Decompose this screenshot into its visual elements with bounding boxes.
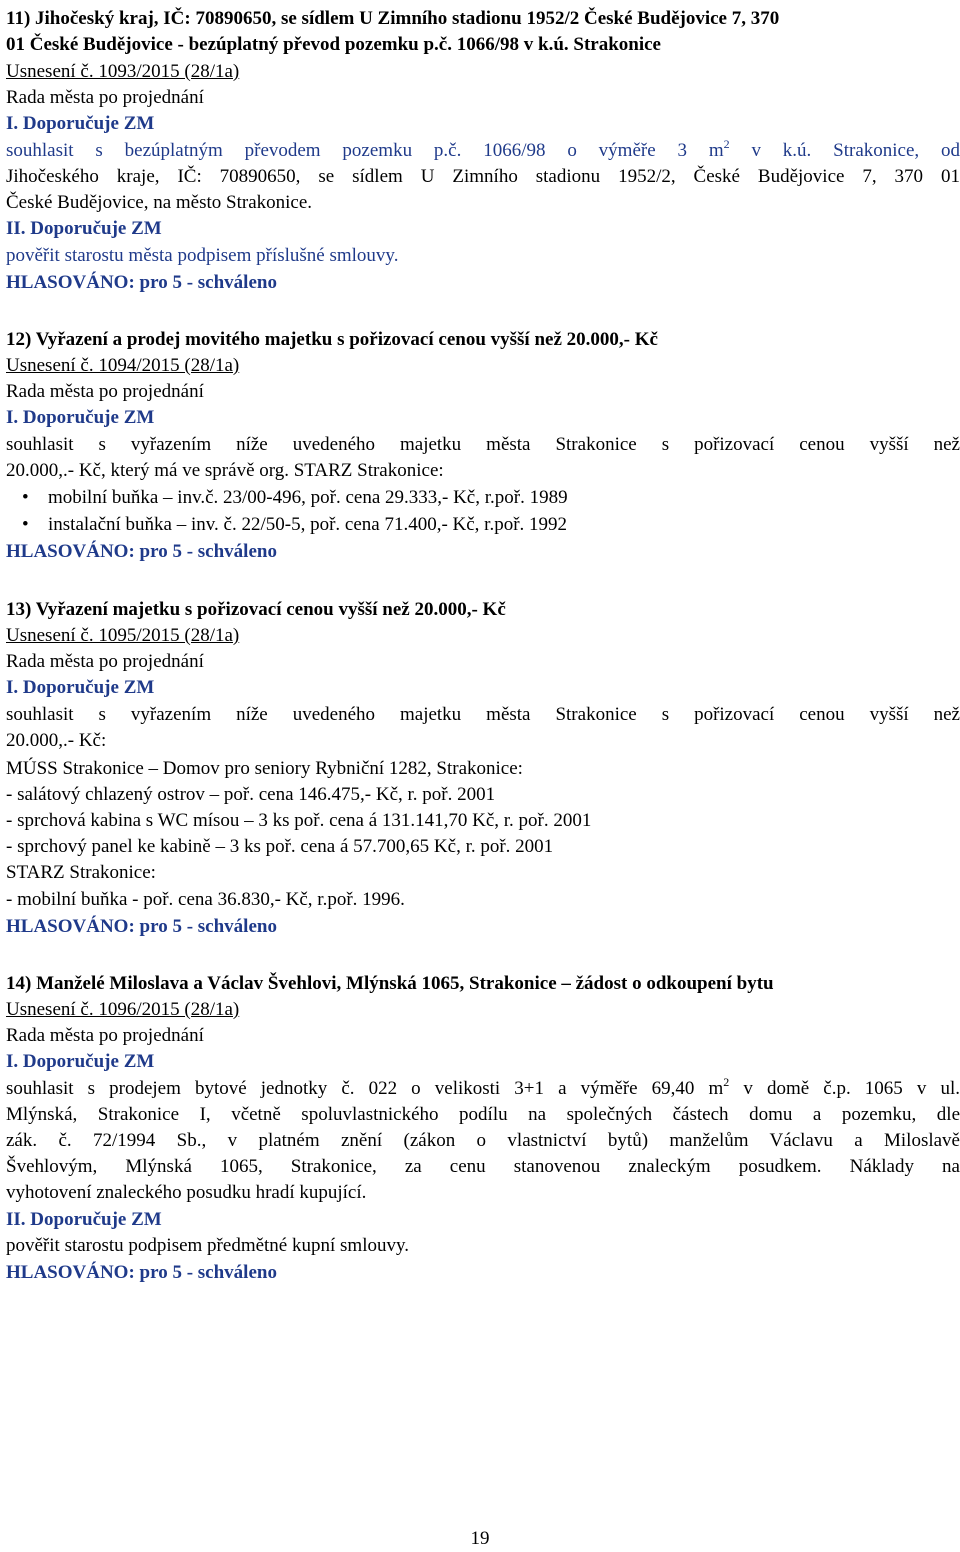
- item-14-text-1-line-2: Mlýnská, Strakonice I, včetně spoluvlastnického podílu na společných částech domu a pozemku, dle: [6, 1104, 960, 1125]
- item-13-list-line-4: - sprchový panel ke kabině – 3 ks poř. cena á 57.700,65 Kč, r. poř. 2001: [6, 836, 554, 857]
- item-13-recommendation-1: I. Doporučuje ZM: [6, 677, 155, 698]
- item-14-text-1-line-3: zák. č. 72/1994 Sb., v platném znění (zákon o vlastnictví bytů) manželům Václavu a Miloslavě: [6, 1130, 960, 1151]
- item-14-council-line: Rada města po projednání: [6, 1025, 204, 1046]
- item-13-list-line-6: - mobilní buňka - poř. cena 36.830,- Kč, r.poř. 1996.: [6, 889, 405, 910]
- item-11-vote: HLASOVÁNO: pro 5 - schváleno: [6, 272, 277, 293]
- item-11-resolution-number: Usnesení č. 1093/2015 (28/1a): [6, 61, 240, 82]
- item-11-text-1-line-1: souhlasit s bezúplatným převodem pozemku p.č. 1066/98 o výměře 3 $m^2$ v k.ú. Strakonice, od: [6, 137, 960, 161]
- item-14-text-2: pověřit starostu podpisem předmětné kupní smlouvy.: [6, 1235, 409, 1256]
- item-11-recommendation-2: II. Doporučuje ZM: [6, 218, 162, 239]
- item-12-text-1-line-1: souhlasit s vyřazením níže uvedeného majetku města Strakonice s pořizovací cenou vyšší než: [6, 434, 960, 455]
- item-14-recommendation-1: I. Doporučuje ZM: [6, 1051, 155, 1072]
- page-number: 19: [470, 1528, 490, 1549]
- item-13-text-1-line-2: 20.000,.- Kč:: [6, 730, 107, 751]
- item-13-council-line: Rada města po projednání: [6, 651, 204, 672]
- item-11-recommendation-1: I. Doporučuje ZM: [6, 113, 155, 134]
- item-11-council-line: Rada města po projednání: [6, 87, 204, 108]
- item-13-list-line-1: MÚSS Strakonice – Domov pro seniory Rybniční 1282, Strakonice:: [6, 758, 523, 779]
- item-14-text-1-line-4: Švehlovým, Mlýnská 1065, Strakonice, za cenu stanovenou znaleckým posudkem. Náklady na: [6, 1156, 960, 1177]
- item-14-resolution-number: Usnesení č. 1096/2015 (28/1a): [6, 999, 240, 1020]
- item-14-text-1-line-1: souhlasit s prodejem bytové jednotky č. 022 o velikosti 3+1 a výměře 69,40 $m^2$ v domě č.p. 1065 v ul.: [6, 1075, 960, 1099]
- item-13-text-1-line-1: souhlasit s vyřazením níže uvedeného majetku města Strakonice s pořizovací cenou vyšší než: [6, 704, 960, 725]
- item-12-heading: 12) Vyřazení a prodej movitého majetku s pořizovací cenou vyšší než 20.000,- Kč: [6, 329, 658, 350]
- item-13-resolution-number: Usnesení č. 1095/2015 (28/1a): [6, 625, 240, 646]
- item-14-text-1-line-5: vyhotovení znaleckého posudku hradí kupující.: [6, 1182, 367, 1203]
- item-11-heading-line-1: 11) Jihočeský kraj, IČ: 70890650, se sídlem U Zimního stadionu 1952/2 České Budějovice 7, 370: [6, 8, 780, 29]
- item-13-vote: HLASOVÁNO: pro 5 - schváleno: [6, 916, 277, 937]
- item-13-list-line-3: - sprchová kabina s WC mísou – 3 ks poř. cena á 131.141,70 Kč, r. poř. 2001: [6, 810, 592, 831]
- item-12-bullet-2: • instalační buňka – inv. č. 22/50-5, poř. cena 71.400,- Kč, r.poř. 1992: [48, 512, 567, 538]
- item-12-bullet-1: • mobilní buňka – inv.č. 23/00-496, poř. cena 29.333,- Kč, r.poř. 1989: [48, 485, 568, 511]
- item-14-recommendation-2: II. Doporučuje ZM: [6, 1209, 162, 1230]
- item-12-text-1-line-2: 20.000,.- Kč, který má ve správě org. STARZ Strakonice:: [6, 460, 444, 481]
- item-12-resolution-number: Usnesení č. 1094/2015 (28/1a): [6, 355, 240, 376]
- item-11-heading-line-2: 01 České Budějovice - bezúplatný převod pozemku p.č. 1066/98 v k.ú. Strakonice: [6, 34, 661, 55]
- item-14-heading: 14) Manželé Miloslava a Václav Švehlovi, Mlýnská 1065, Strakonice – žádost o odkoupení bytu: [6, 973, 774, 994]
- item-11-text-1-line-3: České Budějovice, na město Strakonice.: [6, 192, 313, 213]
- item-13-list-line-5: STARZ Strakonice:: [6, 862, 156, 883]
- item-11-text-2: pověřit starostu města podpisem příslušné smlouvy.: [6, 245, 399, 266]
- item-13-heading: 13) Vyřazení majetku s pořizovací cenou vyšší než 20.000,- Kč: [6, 599, 506, 620]
- item-12-recommendation-1: I. Doporučuje ZM: [6, 407, 155, 428]
- item-13-list-line-2: - salátový chlazený ostrov – poř. cena 146.475,- Kč, r. poř. 2001: [6, 784, 496, 805]
- item-14-vote: HLASOVÁNO: pro 5 - schváleno: [6, 1262, 277, 1283]
- item-12-council-line: Rada města po projednání: [6, 381, 204, 402]
- item-11-text-1-line-2: Jihočeského kraje, IČ: 70890650, se sídlem U Zimního stadionu 1952/2, České Budějovice 7, 370 01: [6, 166, 960, 187]
- item-12-vote: HLASOVÁNO: pro 5 - schváleno: [6, 541, 277, 562]
